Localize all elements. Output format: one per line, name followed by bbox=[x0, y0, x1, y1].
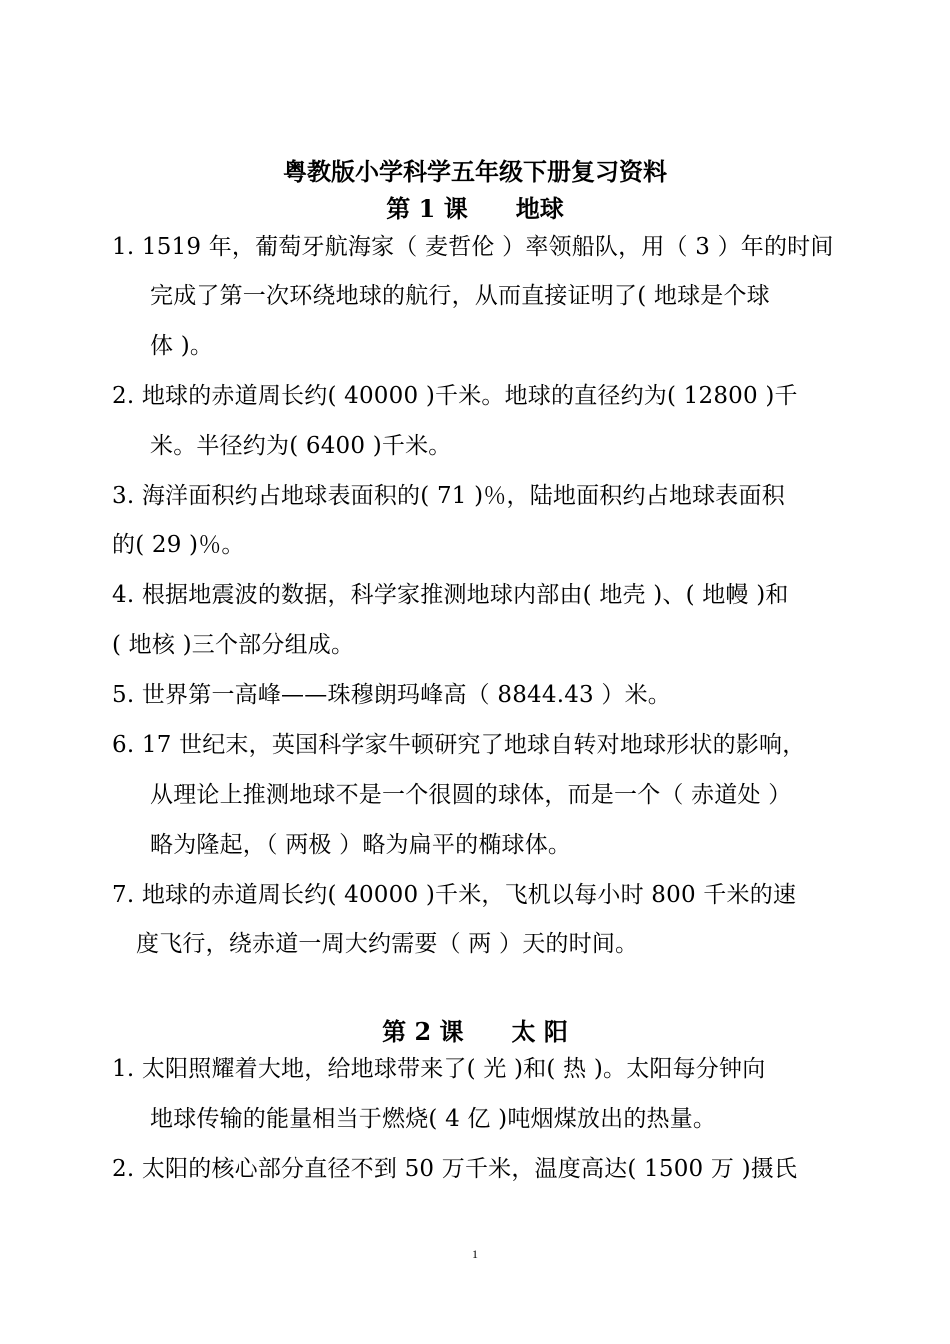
lesson-1-line-4: 2. 地球的赤道周长约( 40000 )千米。地球的直径约为( 12800 )千 bbox=[112, 383, 798, 409]
lesson-1-line-15: 度飞行，绕赤道一周大约需要（ 两 ）天的时间。 bbox=[136, 931, 639, 957]
lesson-1-line-8: 4. 根据地震波的数据，科学家推测地球内部由( 地壳 )、( 地幔 )和 bbox=[112, 582, 789, 608]
page-number: 1 bbox=[472, 1247, 478, 1261]
lesson-2-line-1: 1. 太阳照耀着大地，给地球带来了( 光 )和( 热 )。太阳每分钟向 bbox=[112, 1056, 766, 1082]
document-title: 粤教版小学科学五年级下册复习资料 bbox=[283, 157, 667, 186]
lesson-1-line-14: 7. 地球的赤道周长约( 40000 )千米，飞机以每小时 800 千米的速 bbox=[112, 882, 797, 908]
lesson-1-line-10: 5. 世界第一高峰——珠穆朗玛峰高（ 8844.43 ）米。 bbox=[112, 682, 671, 708]
lesson-1-line-3: 体 )。 bbox=[150, 333, 214, 359]
lesson-1-line-1: 1. 1519 年，葡萄牙航海家（ 麦哲伦 ）率领船队，用（ 3 ）年的时间 bbox=[112, 234, 834, 260]
lesson-2-line-3: 2. 太阳的核心部分直径不到 50 万千米，温度高达( 1500 万 )摄氏 bbox=[112, 1156, 798, 1182]
lesson-1-line-13: 略为隆起，（ 两极 ）略为扁平的椭球体。 bbox=[150, 832, 572, 858]
lesson-1-line-5: 米。半径约为( 6400 )千米。 bbox=[150, 433, 452, 459]
lesson-1-heading: 第 1 课 地球 bbox=[386, 194, 564, 223]
lesson-1-line-11: 6. 17 世纪末，英国科学家牛顿研究了地球自转对地球形状的影响， bbox=[112, 732, 806, 758]
lesson-1-line-9: ( 地核 )三个部分组成。 bbox=[112, 632, 355, 658]
lesson-1-line-12: 从理论上推测地球不是一个很圆的球体，而是一个（ 赤道处 ） bbox=[150, 782, 792, 808]
lesson-2-heading: 第 2 课 太 阳 bbox=[382, 1017, 568, 1046]
lesson-1-line-6: 3. 海洋面积约占地球表面积的( 71 )％，陆地面积约占地球表面积 bbox=[112, 483, 785, 509]
lesson-2-line-2: 地球传输的能量相当于燃烧( 4 亿 )吨烟煤放出的热量。 bbox=[150, 1106, 717, 1132]
lesson-1-line-2: 完成了第一次环绕地球的航行，从而直接证明了( 地球是个球 bbox=[150, 283, 770, 309]
lesson-1-line-7: 的( 29 )％。 bbox=[112, 532, 245, 558]
